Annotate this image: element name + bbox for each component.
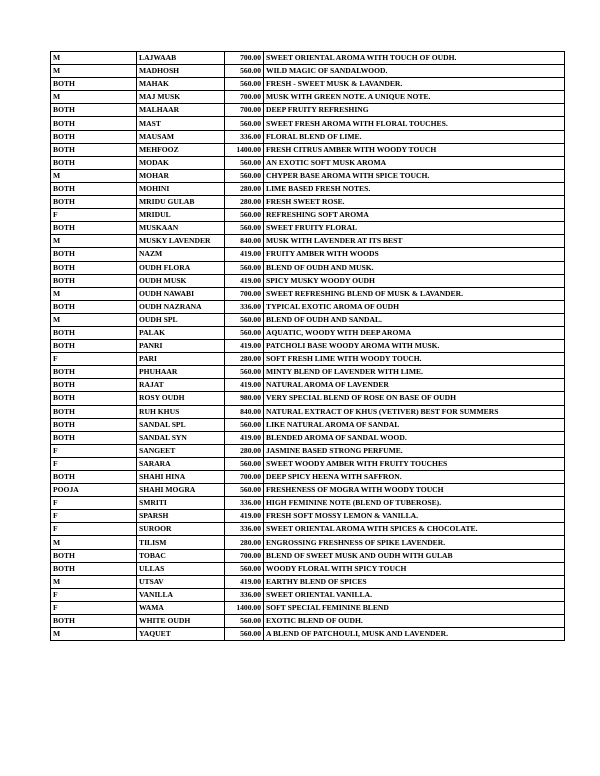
price-cell: 840.00 [225, 405, 264, 418]
category-cell: BOTH [51, 379, 137, 392]
table-row [51, 104, 565, 117]
table-row [51, 536, 565, 549]
price-cell: 980.00 [225, 392, 264, 405]
category-cell: BOTH [51, 300, 137, 313]
category-cell: BOTH [51, 326, 137, 339]
description-cell: FLORAL BLEND OF LIME. [264, 130, 565, 143]
price-cell: 419.00 [225, 248, 264, 261]
table-row [51, 628, 565, 641]
table-row [51, 457, 565, 470]
table-row [51, 379, 565, 392]
product-name-cell: ULLAS [137, 562, 225, 575]
table-row [51, 117, 565, 130]
product-name-cell: MAUSAM [137, 130, 225, 143]
price-cell: 280.00 [225, 444, 264, 457]
description-cell: PATCHOLI BASE WOODY AROMA WITH MUSK. [264, 340, 565, 353]
category-cell: BOTH [51, 405, 137, 418]
price-cell: 560.00 [225, 562, 264, 575]
category-cell: BOTH [51, 471, 137, 484]
description-cell: LIME BASED FRESH NOTES. [264, 182, 565, 195]
product-name-cell: SANGEET [137, 444, 225, 457]
table-row [51, 326, 565, 339]
description-cell: WOODY FLORAL WITH SPICY TOUCH [264, 562, 565, 575]
description-cell: DEEP SPICY HEENA WITH SAFFRON. [264, 471, 565, 484]
table-row [51, 588, 565, 601]
table-row [51, 91, 565, 104]
category-cell: BOTH [51, 274, 137, 287]
product-name-cell: MAJ MUSK [137, 91, 225, 104]
category-cell: BOTH [51, 196, 137, 209]
category-cell: M [51, 287, 137, 300]
product-name-cell: MAST [137, 117, 225, 130]
price-cell: 700.00 [225, 52, 264, 65]
description-cell: MINTY BLEND OF LAVENDER WITH LIME. [264, 366, 565, 379]
description-cell: ENGROSSING FRESHNESS OF SPIKE LAVENDER. [264, 536, 565, 549]
description-cell: TYPICAL EXOTIC AROMA OF OUDH [264, 300, 565, 313]
category-cell: BOTH [51, 549, 137, 562]
price-cell: 280.00 [225, 196, 264, 209]
product-name-cell: PARI [137, 353, 225, 366]
product-name-cell: SMRITI [137, 497, 225, 510]
category-cell: BOTH [51, 366, 137, 379]
category-cell: BOTH [51, 340, 137, 353]
product-name-cell: SANDAL SPL [137, 418, 225, 431]
price-cell: 419.00 [225, 575, 264, 588]
description-cell: NATURAL EXTRACT OF KHUS (VETIVER) BEST FOR SUMMERS [264, 405, 565, 418]
product-name-cell: SUROOR [137, 523, 225, 536]
category-cell: BOTH [51, 222, 137, 235]
description-cell: LIKE NATURAL AROMA OF SANDAL [264, 418, 565, 431]
table-row [51, 523, 565, 536]
description-cell: HIGH FEMININE NOTE (BLEND OF TUBEROSE). [264, 497, 565, 510]
product-name-cell: MOHINI [137, 182, 225, 195]
description-cell: MUSK WITH LAVENDER AT ITS BEST [264, 235, 565, 248]
description-cell: REFRESHING SOFT AROMA [264, 209, 565, 222]
product-name-cell: OUDH NAWABI [137, 287, 225, 300]
table-row [51, 130, 565, 143]
category-cell: F [51, 209, 137, 222]
price-cell: 560.00 [225, 326, 264, 339]
table-row [51, 471, 565, 484]
description-cell: SWEET FRESH AROMA WITH FLORAL TOUCHES. [264, 117, 565, 130]
price-cell: 560.00 [225, 117, 264, 130]
description-cell: NATURAL AROMA OF LAVENDER [264, 379, 565, 392]
category-cell: BOTH [51, 117, 137, 130]
product-name-cell: RAJAT [137, 379, 225, 392]
description-cell: SWEET ORIENTAL AROMA WITH SPICES & CHOCOLATE. [264, 523, 565, 536]
price-cell: 560.00 [225, 156, 264, 169]
product-name-cell: SPARSH [137, 510, 225, 523]
description-cell: BLENDED AROMA OF SANDAL WOOD. [264, 431, 565, 444]
product-name-cell: UTSAV [137, 575, 225, 588]
product-name-cell: OUDH MUSK [137, 274, 225, 287]
table-row [51, 418, 565, 431]
description-cell: BLEND OF OUDH AND MUSK. [264, 261, 565, 274]
price-cell: 560.00 [225, 169, 264, 182]
product-name-cell: YAQUET [137, 628, 225, 641]
category-cell: BOTH [51, 431, 137, 444]
description-cell: JASMINE BASED STRONG PERFUME. [264, 444, 565, 457]
category-cell: F [51, 497, 137, 510]
category-cell: BOTH [51, 392, 137, 405]
description-cell: FRUITY AMBER WITH WOODS [264, 248, 565, 261]
table-row [51, 484, 565, 497]
category-cell: BOTH [51, 156, 137, 169]
table-row [51, 575, 565, 588]
product-name-cell: PALAK [137, 326, 225, 339]
table-row [51, 196, 565, 209]
product-name-cell: OUDH NAZRANA [137, 300, 225, 313]
product-name-cell: MEHFOOZ [137, 143, 225, 156]
category-cell: BOTH [51, 78, 137, 91]
table-row [51, 52, 565, 65]
product-name-cell: SARARA [137, 457, 225, 470]
description-cell: SWEET REFRESHING BLEND OF MUSK & LAVANDER. [264, 287, 565, 300]
price-cell: 560.00 [225, 78, 264, 91]
product-name-cell: MRIDU GULAB [137, 196, 225, 209]
description-cell: FRESH SWEET ROSE. [264, 196, 565, 209]
table-row [51, 235, 565, 248]
price-cell: 336.00 [225, 523, 264, 536]
product-name-cell: PANRI [137, 340, 225, 353]
price-cell: 560.00 [225, 209, 264, 222]
table-row [51, 615, 565, 628]
product-name-cell: VANILLA [137, 588, 225, 601]
table-row [51, 392, 565, 405]
price-cell: 560.00 [225, 418, 264, 431]
description-cell: VERY SPECIAL BLEND OF ROSE ON BASE OF OUDH [264, 392, 565, 405]
price-cell: 700.00 [225, 91, 264, 104]
description-cell: AN EXOTIC SOFT MUSK AROMA [264, 156, 565, 169]
product-name-cell: MODAK [137, 156, 225, 169]
product-name-cell: OUDH SPL [137, 313, 225, 326]
price-cell: 560.00 [225, 313, 264, 326]
category-cell: F [51, 510, 137, 523]
description-cell: AQUATIC, WOODY WITH DEEP AROMA [264, 326, 565, 339]
table-row [51, 261, 565, 274]
price-cell: 1400.00 [225, 601, 264, 614]
product-name-cell: MAHAK [137, 78, 225, 91]
description-cell: WILD MAGIC OF SANDALWOOD. [264, 65, 565, 78]
price-cell: 1400.00 [225, 143, 264, 156]
table-row [51, 497, 565, 510]
price-cell: 560.00 [225, 261, 264, 274]
category-cell: F [51, 353, 137, 366]
category-cell: M [51, 169, 137, 182]
product-name-cell: MRIDUL [137, 209, 225, 222]
price-cell: 419.00 [225, 379, 264, 392]
table-row [51, 209, 565, 222]
category-cell: BOTH [51, 104, 137, 117]
description-cell: FRESH - SWEET MUSK & LAVANDER. [264, 78, 565, 91]
category-cell: BOTH [51, 261, 137, 274]
table-row [51, 300, 565, 313]
category-cell: BOTH [51, 615, 137, 628]
product-name-cell: SANDAL SYN [137, 431, 225, 444]
product-name-cell: ROSY OUDH [137, 392, 225, 405]
price-list-table [50, 51, 565, 641]
category-cell: BOTH [51, 130, 137, 143]
table-row [51, 156, 565, 169]
description-cell: SWEET ORIENTAL VANILLA. [264, 588, 565, 601]
description-cell: MUSK WITH GREEN NOTE. A UNIQUE NOTE. [264, 91, 565, 104]
description-cell: BLEND OF SWEET MUSK AND OUDH WITH GULAB [264, 549, 565, 562]
table-row [51, 287, 565, 300]
price-cell: 419.00 [225, 340, 264, 353]
product-name-cell: RUH KHUS [137, 405, 225, 418]
table-row [51, 143, 565, 156]
table-row [51, 248, 565, 261]
category-cell: M [51, 235, 137, 248]
product-name-cell: MUSKY LAVENDER [137, 235, 225, 248]
product-name-cell: OUDH FLORA [137, 261, 225, 274]
product-name-cell: TILISM [137, 536, 225, 549]
product-name-cell: NAZM [137, 248, 225, 261]
table-row [51, 65, 565, 78]
price-list-rows [51, 52, 565, 641]
product-name-cell: SHAHI MOGRA [137, 484, 225, 497]
description-cell: SOFT SPECIAL FEMININE BLEND [264, 601, 565, 614]
table-row [51, 431, 565, 444]
table-row [51, 366, 565, 379]
price-cell: 419.00 [225, 274, 264, 287]
category-cell: F [51, 457, 137, 470]
category-cell: M [51, 313, 137, 326]
table-row [51, 78, 565, 91]
price-cell: 560.00 [225, 628, 264, 641]
price-cell: 280.00 [225, 353, 264, 366]
description-cell: FRESH SOFT MOSSY LEMON & VANILLA. [264, 510, 565, 523]
product-name-cell: TOBAC [137, 549, 225, 562]
table-row [51, 562, 565, 575]
price-cell: 280.00 [225, 536, 264, 549]
table-row [51, 510, 565, 523]
category-cell: BOTH [51, 143, 137, 156]
price-cell: 336.00 [225, 588, 264, 601]
table-row [51, 353, 565, 366]
category-cell: POOJA [51, 484, 137, 497]
price-cell: 280.00 [225, 182, 264, 195]
description-cell: EARTHY BLEND OF SPICES [264, 575, 565, 588]
description-cell: SOFT FRESH LIME WITH WOODY TOUCH. [264, 353, 565, 366]
description-cell: SWEET ORIENTAL AROMA WITH TOUCH OF OUDH. [264, 52, 565, 65]
price-cell: 560.00 [225, 484, 264, 497]
description-cell: SWEET WOODY AMBER WITH FRUITY TOUCHES [264, 457, 565, 470]
category-cell: F [51, 588, 137, 601]
price-cell: 560.00 [225, 222, 264, 235]
product-name-cell: MALHAAR [137, 104, 225, 117]
price-cell: 700.00 [225, 287, 264, 300]
price-list-sheet [50, 51, 564, 641]
description-cell: FRESH CITRUS AMBER WITH WOODY TOUCH [264, 143, 565, 156]
product-name-cell: LAJWAAB [137, 52, 225, 65]
product-name-cell: WAMA [137, 601, 225, 614]
price-cell: 560.00 [225, 366, 264, 379]
table-row [51, 340, 565, 353]
category-cell: BOTH [51, 182, 137, 195]
product-name-cell: MOHAR [137, 169, 225, 182]
category-cell: M [51, 52, 137, 65]
price-cell: 419.00 [225, 510, 264, 523]
category-cell: M [51, 628, 137, 641]
category-cell: M [51, 536, 137, 549]
category-cell: M [51, 575, 137, 588]
product-name-cell: WHITE OUDH [137, 615, 225, 628]
price-cell: 336.00 [225, 130, 264, 143]
table-row [51, 601, 565, 614]
product-name-cell: PHUHAAR [137, 366, 225, 379]
table-row [51, 274, 565, 287]
category-cell: BOTH [51, 418, 137, 431]
price-cell: 840.00 [225, 235, 264, 248]
price-cell: 560.00 [225, 615, 264, 628]
description-cell: EXOTIC BLEND OF OUDH. [264, 615, 565, 628]
price-cell: 700.00 [225, 104, 264, 117]
price-cell: 560.00 [225, 457, 264, 470]
description-cell: DEEP FRUITY REFRESHING [264, 104, 565, 117]
product-name-cell: MUSKAAN [137, 222, 225, 235]
category-cell: F [51, 523, 137, 536]
price-cell: 700.00 [225, 471, 264, 484]
table-row [51, 222, 565, 235]
description-cell: BLEND OF OUDH AND SANDAL. [264, 313, 565, 326]
category-cell: BOTH [51, 248, 137, 261]
description-cell: SPICY MUSKY WOODY OUDH [264, 274, 565, 287]
description-cell: FRESHENESS OF MOGRA WITH WOODY TOUCH [264, 484, 565, 497]
category-cell: M [51, 65, 137, 78]
category-cell: M [51, 91, 137, 104]
price-cell: 700.00 [225, 549, 264, 562]
description-cell: CHYPER BASE AROMA WITH SPICE TOUCH. [264, 169, 565, 182]
table-row [51, 182, 565, 195]
table-row [51, 444, 565, 457]
table-row [51, 169, 565, 182]
price-cell: 336.00 [225, 300, 264, 313]
table-row [51, 549, 565, 562]
product-name-cell: SHAHI HINA [137, 471, 225, 484]
price-cell: 419.00 [225, 431, 264, 444]
product-name-cell: MADHOSH [137, 65, 225, 78]
description-cell: A BLEND OF PATCHOULI, MUSK AND LAVENDER. [264, 628, 565, 641]
category-cell: F [51, 601, 137, 614]
category-cell: F [51, 444, 137, 457]
price-cell: 336.00 [225, 497, 264, 510]
table-row [51, 313, 565, 326]
description-cell: SWEET FRUITY FLORAL [264, 222, 565, 235]
table-row [51, 405, 565, 418]
category-cell: BOTH [51, 562, 137, 575]
price-cell: 560.00 [225, 65, 264, 78]
